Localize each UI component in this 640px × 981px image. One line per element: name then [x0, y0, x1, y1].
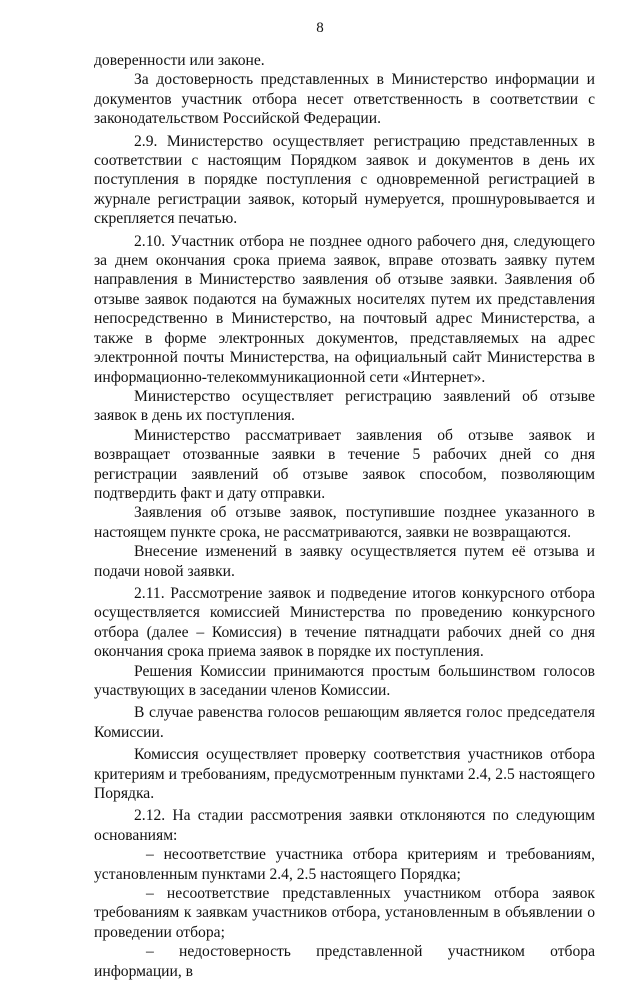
clause-2-11: 2.11. Рассмотрение заявок и подведение итогов конкурсного отбора осуществляется комиссией Министерства по проведению конкурсного отбора (далее – Комиссия) в течение пятнадцати рабочих дней со дня окончания срока приема заявок в порядке их поступления.: [94, 584, 595, 661]
page-number: 8: [316, 20, 324, 36]
clause-2-12: 2.12. На стадии рассмотрения заявки отклоняются по следующим основаниям:: [94, 807, 595, 844]
list-item-criteria: – несоответствие участника отбора критериям и требованиям, установленным пунктами 2.4, 2.5 настоящего Порядка;: [94, 846, 595, 883]
paragraph-registration-withdrawal: Министерство осуществляет регистрацию заявлений об отзыве заявок в день их поступления.: [94, 387, 595, 425]
paragraph-late-withdrawal: Заявления об отзыве заявок, поступившие позднее указанного в настоящем пункте срока, не рассматриваются, заявки не возвращаются.: [94, 504, 595, 541]
paragraph-commission-decisions: Решения Комиссии принимаются простым большинством голосов участвующих в заседании членов Комиссии.: [94, 662, 595, 699]
list-item-requirements: – несоответствие представленных участником отбора заявок требованиям к заявкам участников отбора, установленным в объявлении о проведении отбора;: [94, 885, 595, 941]
paragraph-review-withdrawal: Министерство рассматривает заявления об отзыве заявок и возвращает отозванные заявки в течение 5 рабочих дней со дня регистрации заявлений об отзыве заявок способом, позволяющим подтвердить факт и дату отправки.: [94, 426, 595, 502]
document-body: [94, 51, 595, 981]
list-item-unreliability: – недостоверность представленной участником отбора информации, в: [94, 943, 595, 980]
clause-2-10: 2.10. Участник отбора не позднее одного рабочего дня, следующего за днем окончания срока приема заявок, вправе отозвать заявку путем направления в Министерство заявления об отзыве заявки. Заявления об отзыве заявок подаются на бумажных носителях путем их представления непосредственно в Министерство, на почтовый адрес Министерства, а также в форме электронных документов, представляемых на адрес электронной почты Министерства, на официальный сайт Министерства в информационно-телекоммуникационной сети «Интернет».: [94, 232, 595, 386]
paragraph-tie-vote: В случае равенства голосов решающим является голос председателя Комиссии.: [94, 704, 595, 741]
clause-2-9: 2.9. Министерство осуществляет регистрацию представленных в соответствии с настоящим Порядком заявок и документов в день их поступления в порядке поступления с одновременной регистрацией в журнале регистрации заявок, который нумеруется, прошнуровывается и скрепляется печатью.: [94, 132, 595, 228]
paragraph-responsibility: За достоверность представленных в Министерство информации и документов участник отбора несет ответственность в соответствии с законодательством Российской Федерации.: [94, 71, 595, 128]
paragraph-compliance-check: Комиссия осуществляет проверку соответствия участников отбора критериям и требованиям, предусмотренным пунктами 2.4, 2.5 настоящего Порядка.: [94, 746, 595, 803]
paragraph-continuation: доверенности или законе.: [94, 52, 265, 69]
paragraph-changes: Внесение изменений в заявку осуществляется путем её отзыва и подачи новой заявки.: [94, 543, 595, 580]
